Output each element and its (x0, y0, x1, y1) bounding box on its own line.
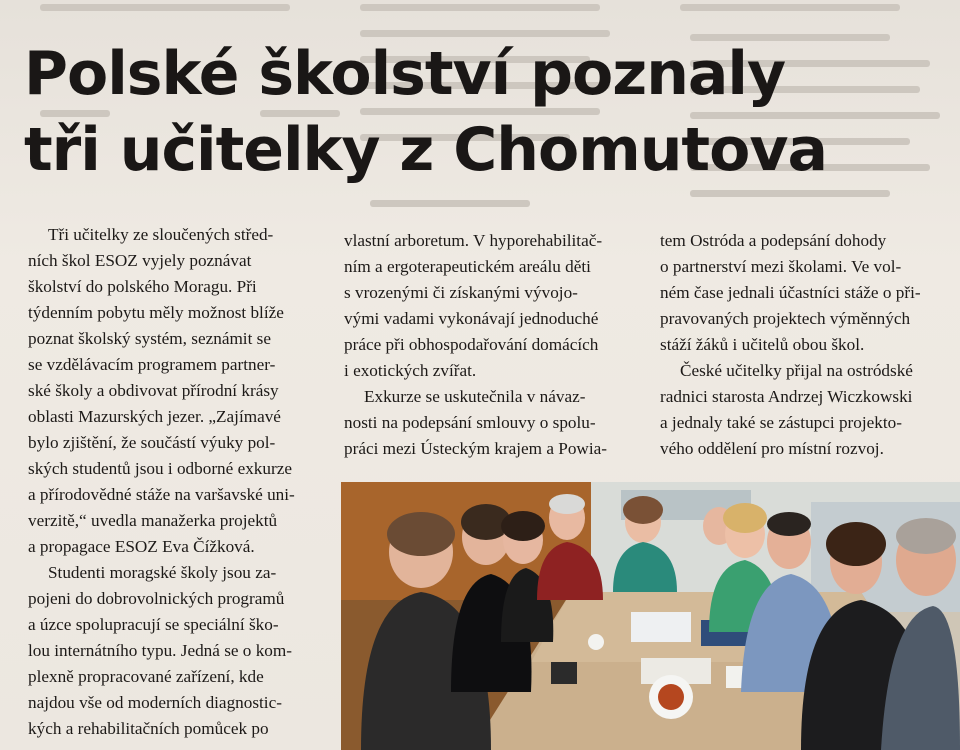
article-text-line: České učitelky přijal na ostródské (680, 361, 913, 380)
article-column-3 (660, 228, 950, 462)
article-text-line: s vrozenými či získanými vývojo- (344, 283, 578, 302)
article-text-line: radnici starosta Andrzej Wiczkowski (660, 387, 913, 406)
article-text-line: a úzce spolupracují se speciální ško- (28, 615, 279, 634)
article-column-2 (344, 228, 644, 462)
article-text-line: oblasti Mazurských jezer. „Zajímavé (28, 407, 281, 426)
article-text-line: tem Ostróda a podepsání dohody (660, 231, 887, 250)
article-text-line: pravovaných projektech výměnných (660, 309, 911, 328)
article-text-line: i exotických zvířat. (344, 361, 477, 380)
article-text-line: poznat školský systém, seznámit se (28, 329, 271, 348)
meeting-photo (341, 482, 960, 750)
article-text-line: vými vadami vykonávají jednoduché (344, 309, 599, 328)
article-text-line: najdou vše od moderních diagnostic- (28, 693, 282, 712)
article-text-line: bylo zjištění, že součástí výuky pol- (28, 433, 276, 452)
article-text-line: práce při obhospodařování domácích (344, 335, 599, 354)
article-text-line: stáží žáků i učitelů obou škol. (660, 335, 865, 354)
article-text-line: a jednaly také se zástupci projekto- (660, 413, 902, 432)
article-text-line: a přírodovědné stáže na varšavské uni- (28, 485, 295, 504)
article-text-line: ských studentů jsou i odborné exkurze (28, 459, 292, 478)
article-column-1 (28, 222, 328, 742)
article-text-line: práci mezi Ústeckým krajem a Powia- (344, 439, 607, 458)
meeting-photo-illustration (341, 482, 960, 750)
article-text-line: vého oddělení pro místní rozvoj. (660, 439, 884, 458)
article-text-line: ních škol ESOZ vyjely poznávat (28, 251, 252, 270)
article-text-line: Tři učitelky ze sloučených střed- (48, 225, 274, 244)
article-text-line: nosti na podepsání smlouvy o spolu- (344, 413, 596, 432)
article-text-line: lou internátního typu. Jedná se o kom- (28, 641, 292, 660)
article-text-line: o partnerství mezi školami. Ve vol- (660, 257, 902, 276)
article-text-line: vlastní arboretum. V hyporehabilitač- (344, 231, 603, 250)
article-text-line: se vzdělávacím programem partner- (28, 355, 276, 374)
article-text-line: školství do polského Moragu. Při (28, 277, 257, 296)
article-text-line: ním a ergoterapeutickém areálu děti (344, 257, 591, 276)
article-text-line: pojeni do dobrovolnických programů (28, 589, 285, 608)
article-text-line: Exkurze se uskutečnila v návaz- (364, 387, 586, 406)
article-text-line: ské školy a obdivovat přírodní krásy (28, 381, 279, 400)
article-text-line: plexně propracované zařízení, kde (28, 667, 264, 686)
article-text-line: Studenti moragské školy jsou za- (48, 563, 277, 582)
article-headline (24, 36, 944, 188)
article-text-line: verzitě,“ uvedla manažerka projektů (28, 511, 278, 530)
article-text-line: a propagace ESOZ Eva Čížková. (28, 537, 255, 556)
article-text-line: kých a rehabilitačních pomůcek po (28, 719, 269, 738)
headline-line-2: tři učitelky z Chomutova (24, 115, 827, 185)
article-text-line: týdenním pobytu měly možnost blíže (28, 303, 284, 322)
headline-line-1: Polské školství poznaly (24, 39, 786, 109)
article-text-line: ném čase jednali účastníci stáže o při- (660, 283, 921, 302)
